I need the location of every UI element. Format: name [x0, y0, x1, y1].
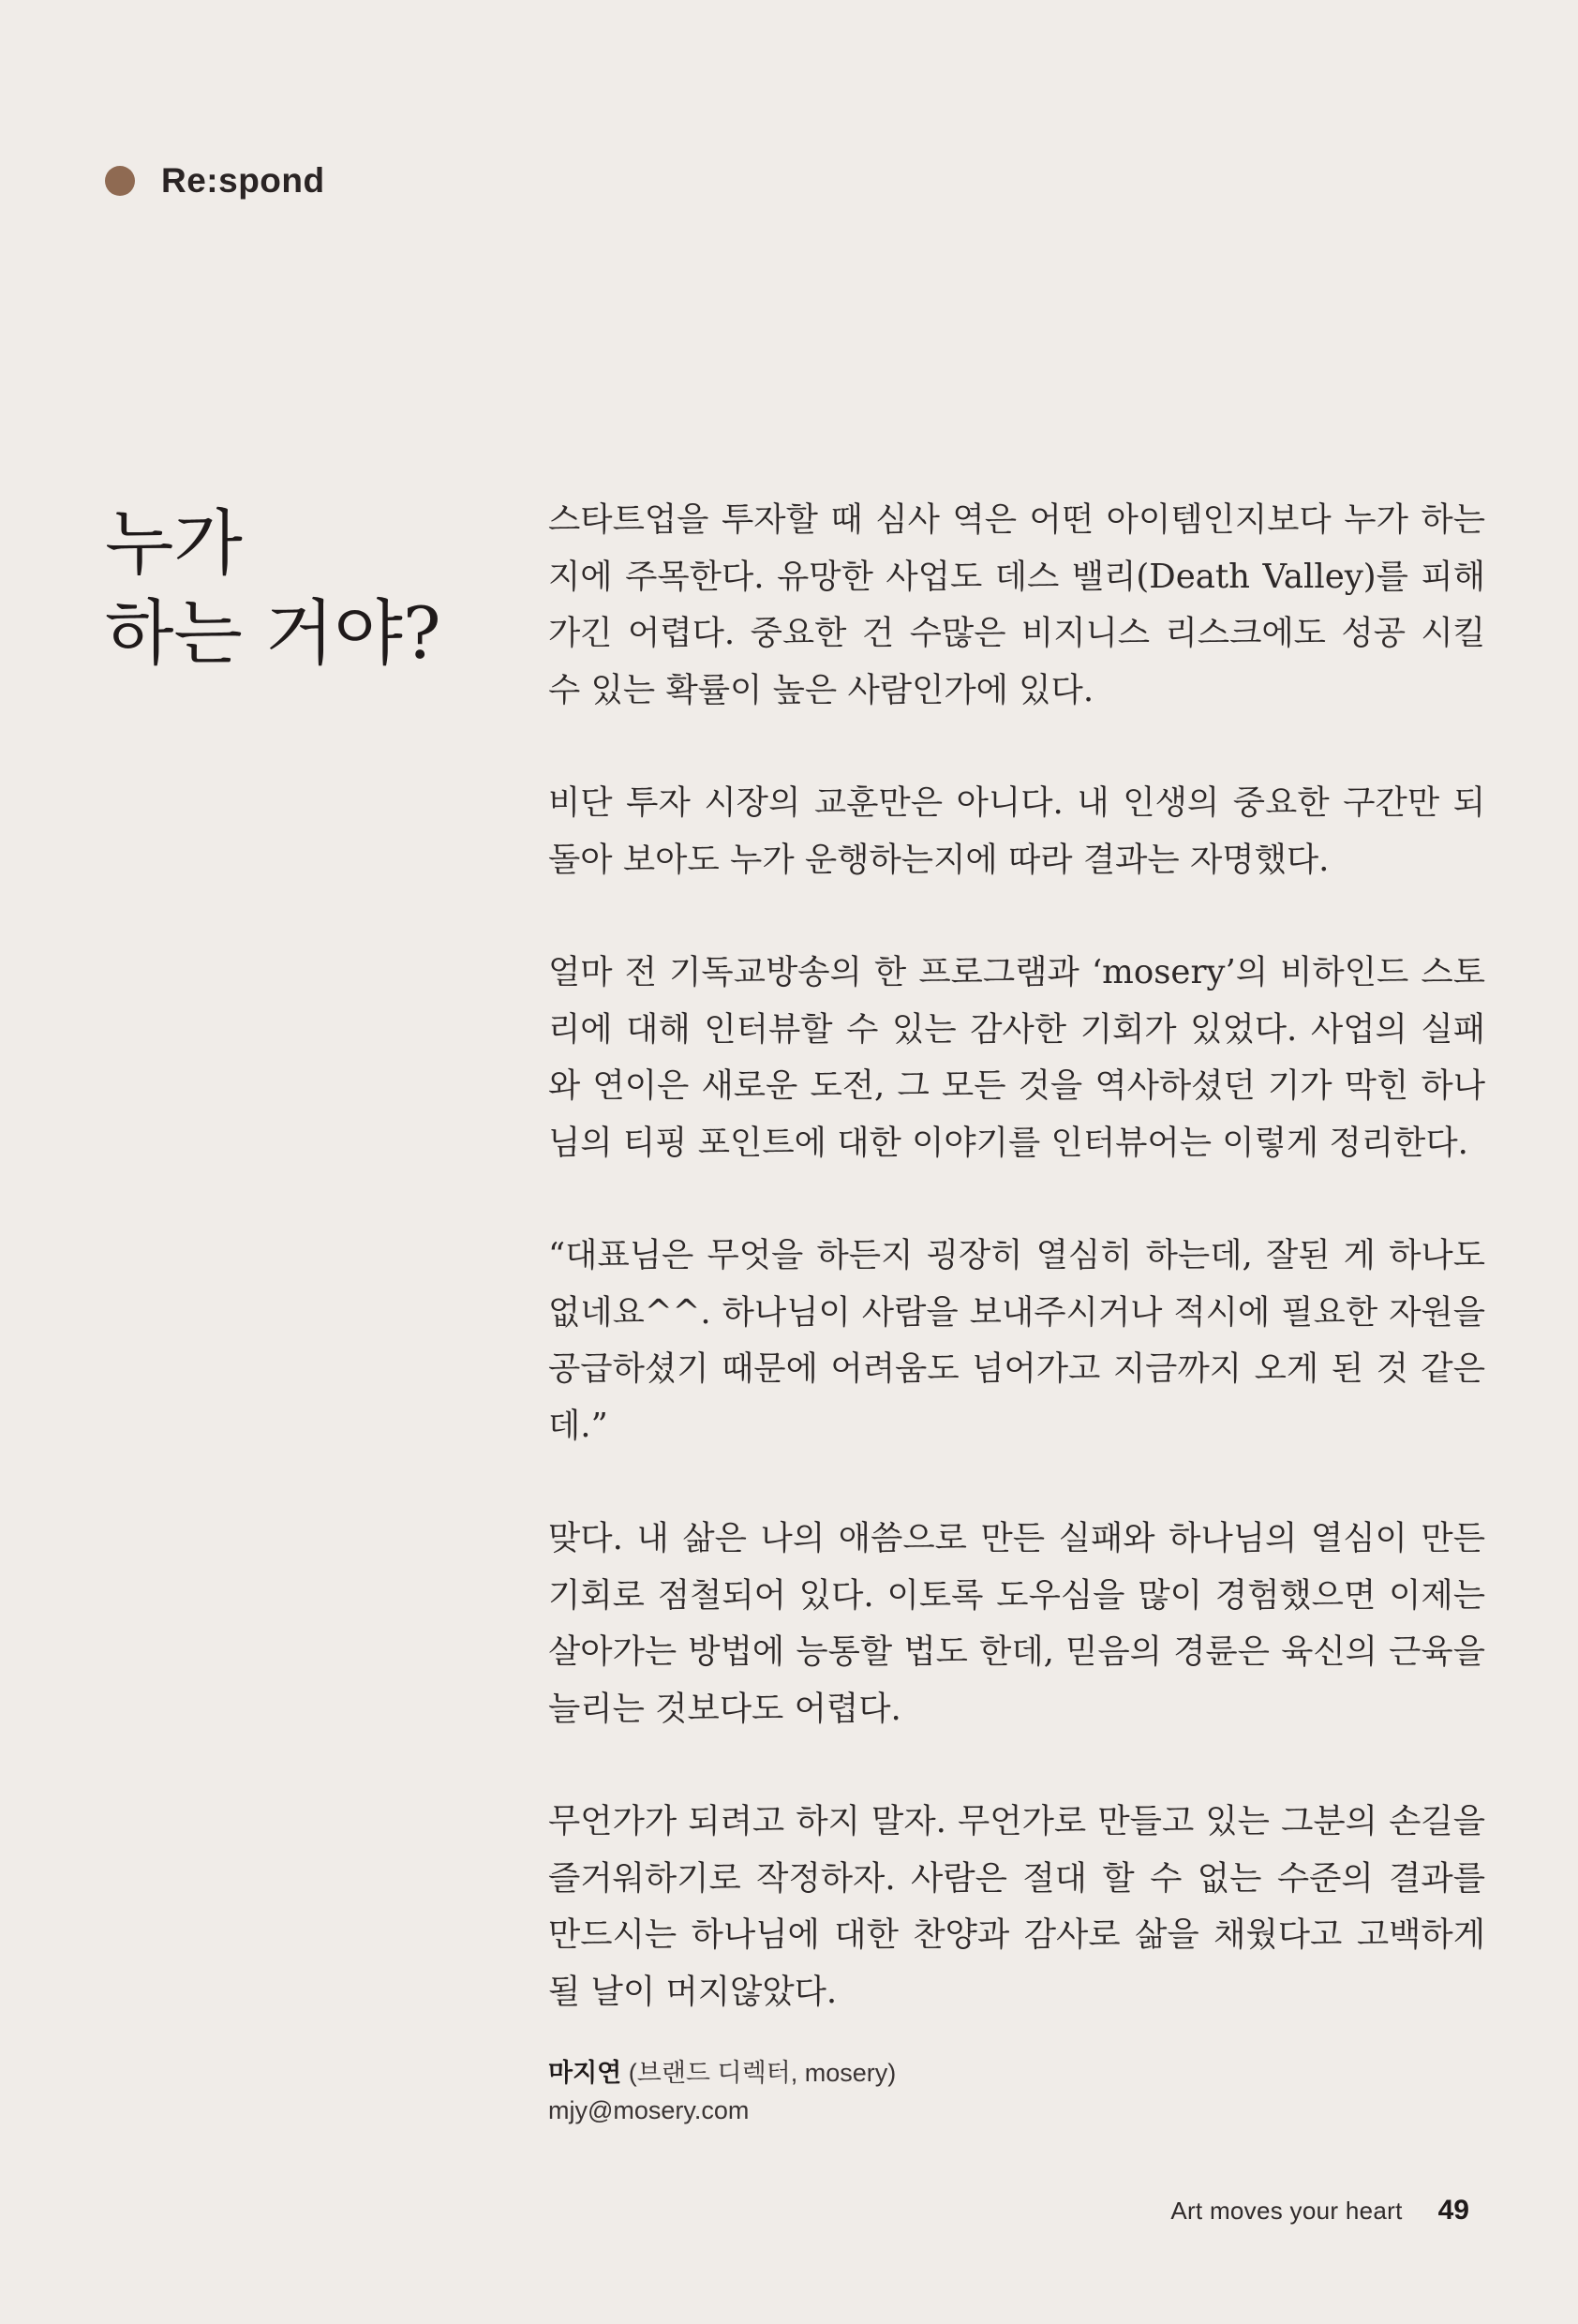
article-title: [105, 499, 441, 678]
article-title-line-2: 하는 거야?: [105, 591, 441, 675]
paragraph: 얼마 전 기독교방송의 한 프로그램과 ‘mosery’의 비하인드 스토리에 대해 인터뷰할 수 있는 감사한 기회가 있었다. 사업의 실패와 연이은 새로운 도전, 그 모든 것을 역사하셨던 기가 막힌 하나님의 티핑 포인트에 대한 이야기를 인터뷰어는 이렇게 정리한다.: [548, 953, 1485, 1162]
page-number: 49: [1437, 2195, 1469, 2226]
section-marker: [105, 161, 325, 201]
author-line: [548, 2054, 896, 2092]
author-role: (브랜드 디렉터, mosery): [628, 2059, 897, 2087]
footer-tagline: Art moves your heart: [1170, 2197, 1403, 2225]
paragraph: “대표님은 무엇을 하든지 굉장히 열심히 하는데, 잘된 게 하나도 없네요^^. 하나님이 사람을 보내주시거나 적시에 필요한 자원을 공급하셨기 때문에 어려움도 넘어가고 지금까지 오게 된 것 같은데.”: [548, 1236, 1485, 1445]
paragraph: 맞다. 내 삶은 나의 애씀으로 만든 실패와 하나님의 열심이 만든 기회로 점철되어 있다. 이토록 도우심을 많이 경험했으면 이제는 살아가는 방법에 능통할 법도 한데, 믿음의 경륜은 육신의 근육을 늘리는 것보다도 어렵다.: [548, 1519, 1485, 1728]
paragraph: 비단 투자 시장의 교훈만은 아니다. 내 인생의 중요한 구간만 되돌아 보아도 누가 운행하는지에 따라 결과는 자명했다.: [548, 783, 1485, 879]
section-label: Re:spond: [161, 161, 325, 200]
author-block: [548, 2054, 896, 2129]
author-email: mjy@mosery.com: [548, 2096, 750, 2124]
article-title-line-1: 누가: [105, 501, 243, 585]
article-body: [548, 492, 1485, 2077]
paragraph: 스타트업을 투자할 때 심사 역은 어떤 아이템인지보다 누가 하는지에 주목한다. 유망한 사업도 데스 밸리(Death Valley)를 피해 가긴 어렵다. 중요한 건 수많은 비지니스 리스크에도 성공 시킬 수 있는 확률이 높은 사람인가에 있다.: [548, 500, 1485, 709]
paragraph: 무언가가 되려고 하지 말자. 무언가로 만들고 있는 그분의 손길을 즐거워하기로 작정하자. 사람은 절대 할 수 없는 수준의 결과를 만드시는 하나님에 대한 찬양과 감사로 삶을 채웠다고 고백하게 될 날이 머지않았다.: [548, 1802, 1485, 2011]
author-name: 마지연: [548, 2059, 622, 2087]
bullet-dot-icon: [105, 166, 135, 196]
page-footer: [1170, 2195, 1469, 2227]
